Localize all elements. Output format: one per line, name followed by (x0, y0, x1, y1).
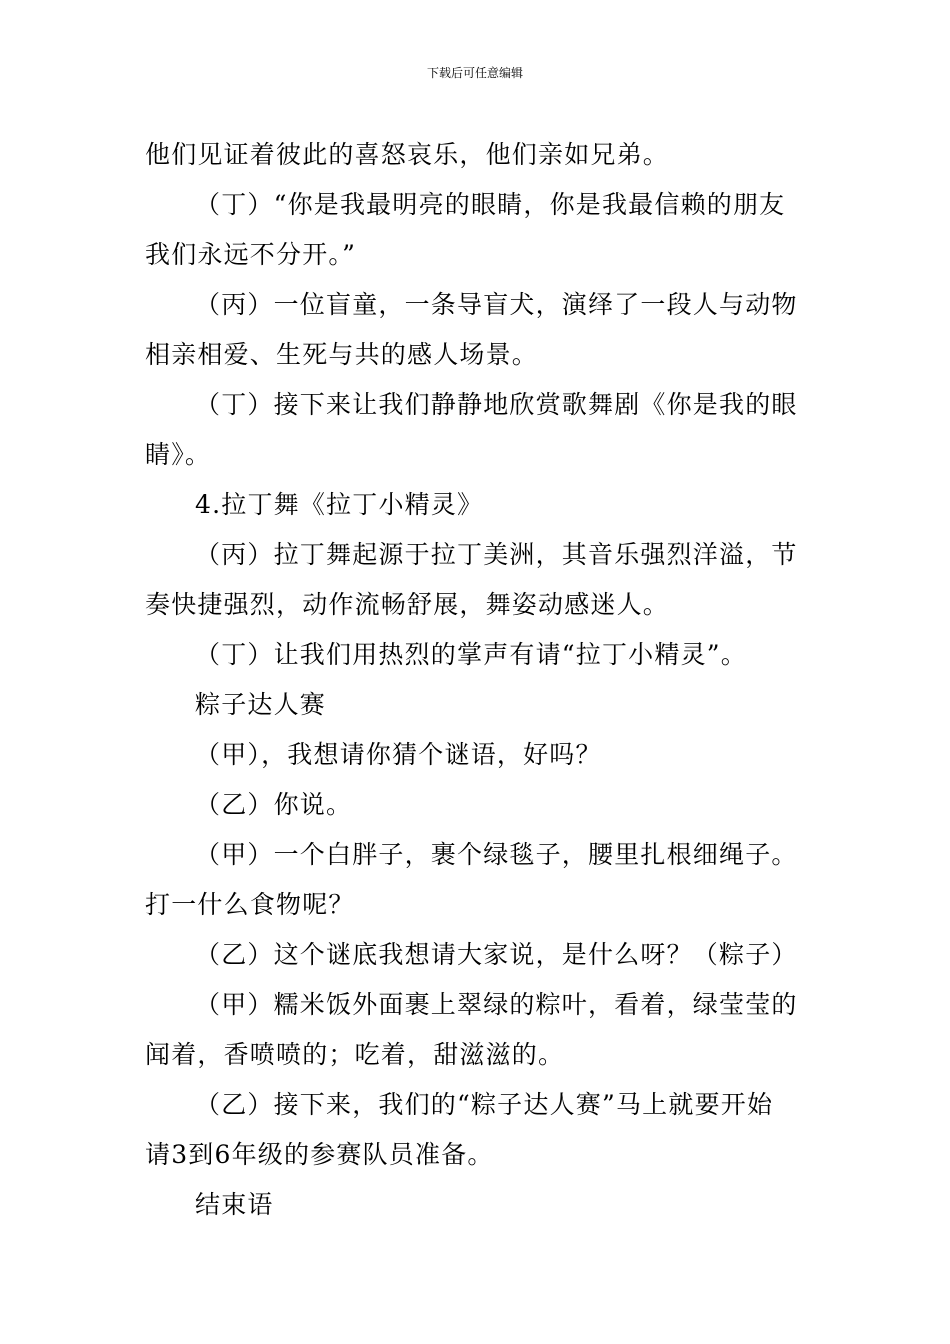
text-line: （甲）糯米饭外面裹上翠绿的粽叶，看着，绿莹莹的 (195, 990, 798, 1019)
section-heading: 结束语 (195, 1190, 274, 1219)
text-line: （乙）你说。 (195, 790, 353, 819)
text-line: （丁）让我们用热烈的掌声有请“拉丁小精灵”。 (195, 640, 747, 669)
section-heading: 4.拉丁舞《拉丁小精灵》 (195, 490, 484, 519)
text-line: 相亲相爱、生死与共的感人场景。 (145, 340, 539, 369)
text-line: （丁）“你是我最明亮的眼睛，你是我最信赖的朋友 (195, 190, 786, 219)
text-line: 打一什么食物呢？ (145, 890, 355, 919)
text-line: （甲），我想请你猜个谜语，好吗？ (195, 740, 602, 769)
text-line: 他们见证着彼此的喜怒哀乐，他们亲如兄弟。 (145, 140, 670, 169)
text-line: （丙）拉丁舞起源于拉丁美洲，其音乐强烈洋溢，节 (195, 540, 798, 569)
document-body (145, 130, 815, 1230)
text-line: 我们永远不分开。” (145, 240, 357, 269)
text-line: 闻着，香喷喷的；吃着，甜滋滋的。 (145, 1040, 565, 1069)
text-line: （丁）接下来让我们静静地欣赏歌舞剧《你是我的眼 (195, 390, 798, 419)
text-line: （甲）一个白胖子，裹个绿毯子，腰里扎根细绳子。 (195, 840, 798, 869)
text-line: 睛》。 (145, 440, 212, 469)
page-header: 下载后可任意编辑 (426, 66, 523, 80)
text-line: （丙）一位盲童，一条导盲犬，演绎了一段人与动物 (195, 290, 798, 319)
text-line: （乙）接下来，我们的“粽子达人赛”马上就要开始 (195, 1090, 774, 1119)
text-line: 请3到6年级的参赛队员准备。 (145, 1140, 494, 1169)
section-heading: 粽子达人赛 (195, 690, 327, 719)
text-line: 奏快捷强烈，动作流畅舒展，舞姿动感迷人。 (145, 590, 670, 619)
text-line: （乙）这个谜底我想请大家说，是什么呀？（粽子） (195, 940, 798, 969)
